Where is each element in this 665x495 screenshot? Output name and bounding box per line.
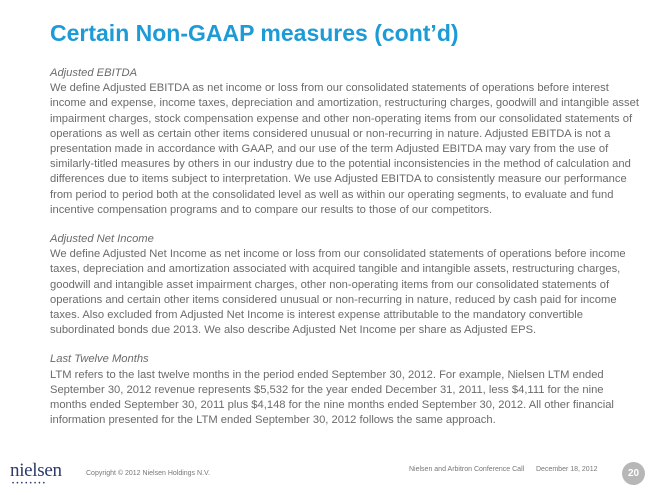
section-adjusted-net-income bbox=[50, 232, 642, 338]
section-adjusted-ebitda bbox=[50, 66, 642, 218]
section-heading: Adjusted EBITDA bbox=[50, 67, 138, 79]
event-name: Nielsen and Arbitron Conference Call bbox=[409, 466, 525, 473]
slide-title: Certain Non-GAAP measures (cont’d) bbox=[50, 20, 459, 46]
event-date: December 18, 2012 bbox=[536, 466, 598, 473]
section-body: We define Adjusted Net Income as net income or loss from our consolidated statements of operations before income taxes, depreciation and amortization associated with acquired tangible and intangible assets, restructuring charges, goodwill and intangible asset impairment charges, other non-operating items from our consolidated statements of operations and certain other items considered unusual or non-recurring in nature, reduced by cash paid for income taxes. Also excluded from Adjusted Net Income is interest expense attributable to the mandatory convertible subordinated bonds due 2013. We also describe Adjusted Net Income per share as Adjusted EPS. bbox=[50, 248, 626, 337]
logo-dots: •••••••• bbox=[12, 481, 48, 487]
section-body: We define Adjusted EBITDA as net income or loss from our consolidated statements of operations before interest income and expense, income taxes, depreciation and amortization, restructuring charges, goodwill and intangible asset impairment charges, stock compensation expense and other non-operating items from our consolidated statements of operations as well as certain other items considered unusual or non-recurring in nature. Adjusted EBITDA is not a presentation made in accordance with GAAP, and our use of the term Adjusted EBITDA may vary from the use of similarly-titled measures by others in our industry due to the potential inconsistencies in the method of calculation and differences due to items subject to interpretation. We use Adjusted EBITDA to consistently measure our performance from period to period both at the consolidated level as well as within our operating segments, to evaluate and fund incentive compensation programs and to compare our results to those of our competitors. bbox=[50, 82, 639, 216]
slide-content bbox=[50, 66, 642, 442]
section-heading: Adjusted Net Income bbox=[50, 233, 154, 246]
section-heading: Last Twelve Months bbox=[50, 353, 149, 366]
page-number-badge: 20 bbox=[622, 462, 645, 485]
nielsen-logo: nielsen bbox=[10, 460, 62, 481]
section-body: LTM refers to the last twelve months in the period ended September 30, 2012. For example, Nielsen LTM ended September 30, 2012 revenue represents $5,532 for the year ended December 31, 2011, less $4,111 for the nine months ended September 30, 2011 plus $4,148 for the nine months ended September 30, 2012. All other financial information presented for the LTM ended September 30, 2012 follows the same approach. bbox=[50, 368, 614, 427]
section-last-twelve-months bbox=[50, 352, 642, 428]
copyright-text: Copyright © 2012 Nielsen Holdings N.V. bbox=[86, 470, 210, 477]
